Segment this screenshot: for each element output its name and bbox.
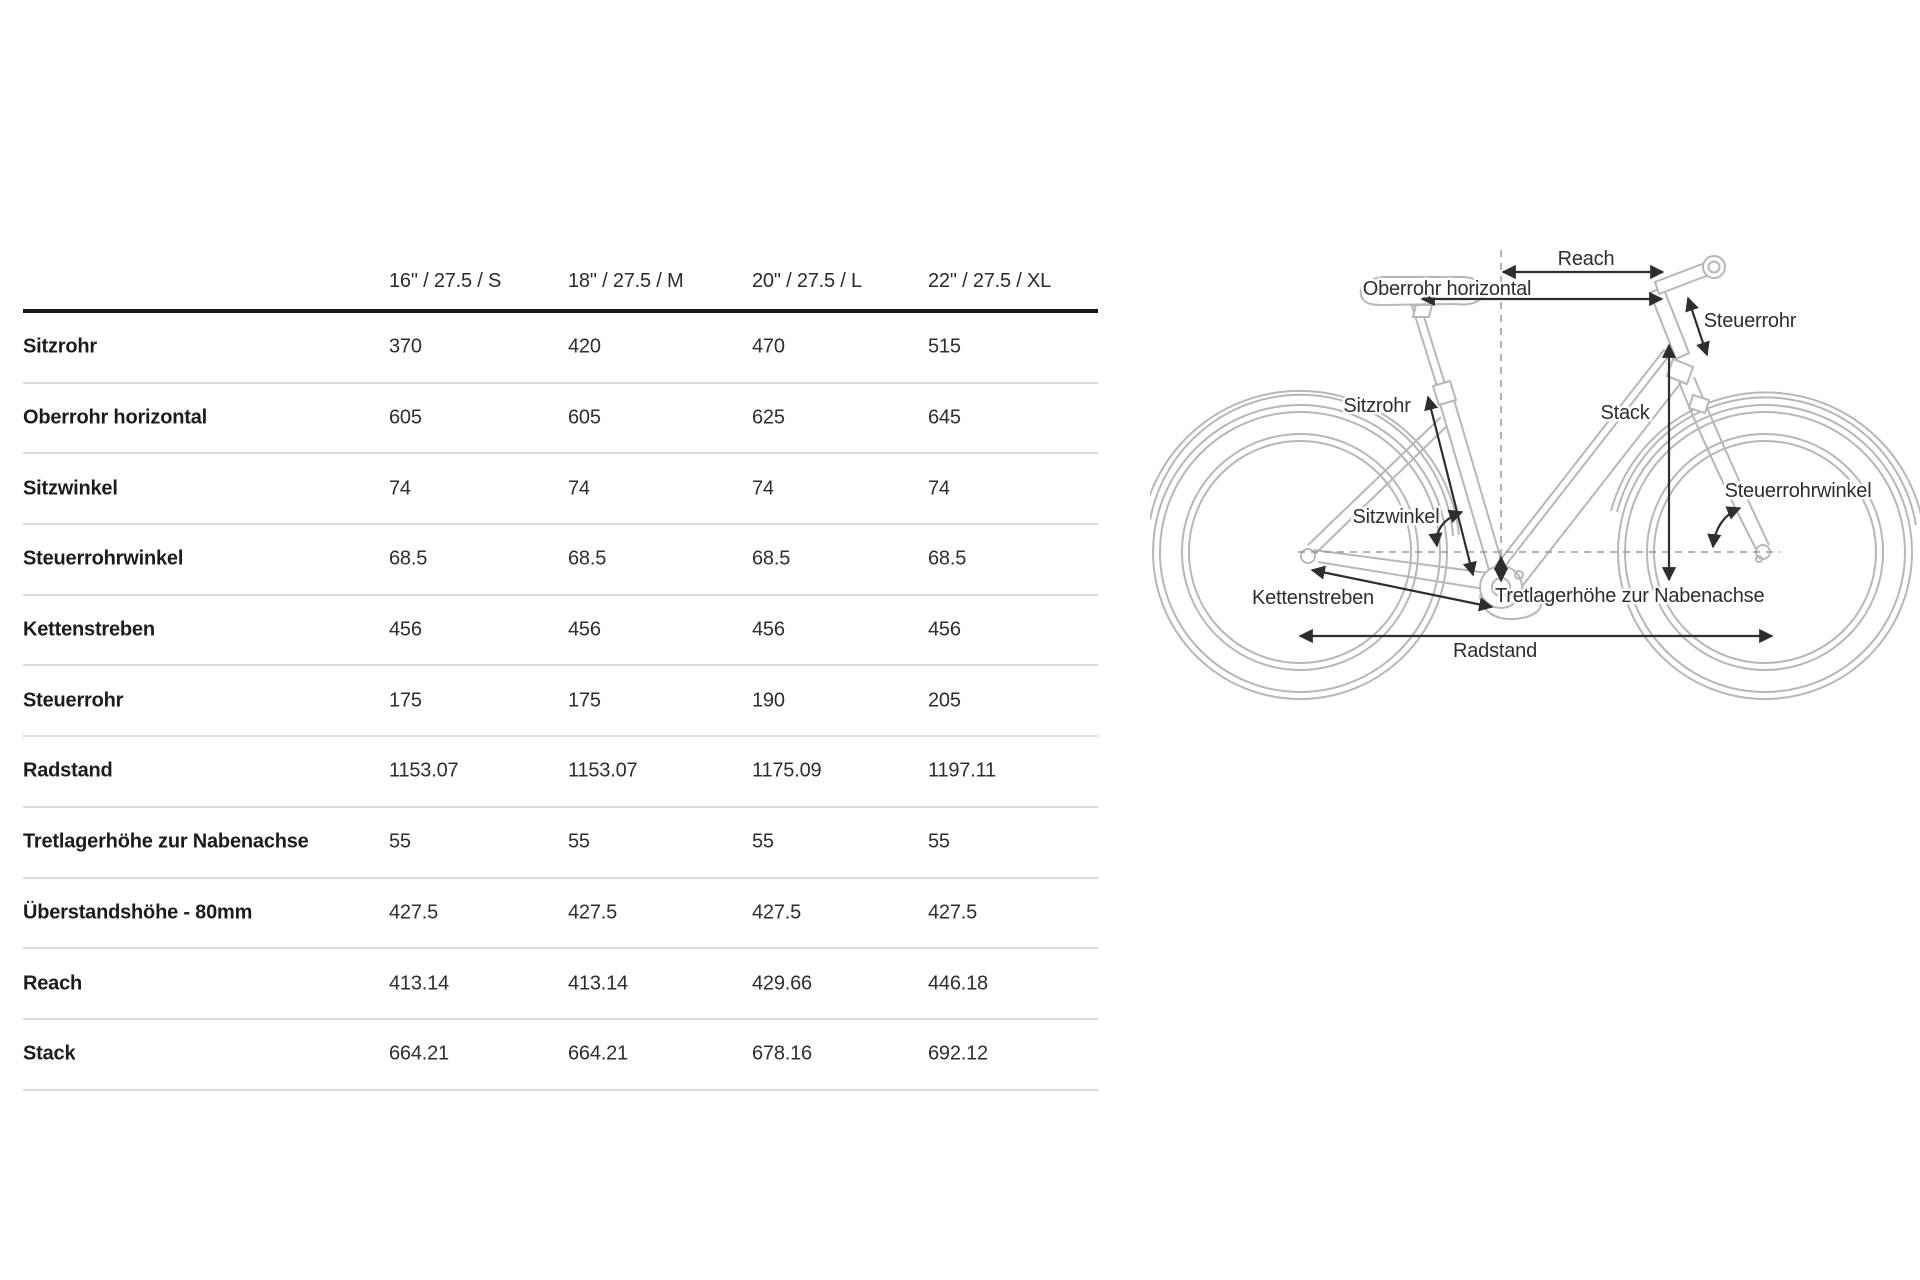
handlebar-grip — [1703, 256, 1725, 278]
sitzwinkel-label: Sitzwinkel — [1352, 506, 1440, 528]
chainstay — [1314, 550, 1488, 573]
dimension-arrows — [1300, 272, 1772, 636]
row-value: 55 — [928, 830, 950, 853]
geometry-table — [23, 248, 1098, 1091]
row-value: 413.14 — [568, 972, 628, 995]
kettenstreben-label: Kettenstreben — [1252, 587, 1374, 609]
table-row — [23, 313, 1098, 384]
row-value: 175 — [568, 689, 601, 712]
rear-dropout — [1301, 549, 1315, 563]
row-value: 74 — [568, 477, 590, 500]
steuerrohr-label: Steuerrohr — [1703, 310, 1797, 332]
row-value: 1197.11 — [928, 759, 996, 782]
saddle-rail-clamp — [1413, 305, 1432, 317]
row-value: 68.5 — [568, 547, 607, 570]
row-value: 456 — [752, 618, 785, 641]
row-value: 427.5 — [752, 901, 802, 924]
seatstay — [1315, 425, 1448, 554]
row-value: 55 — [389, 830, 411, 853]
size-header-s: 16" / 27.5 / S — [389, 270, 502, 292]
stack-label: Stack — [1600, 402, 1650, 424]
oberrohr-label: Oberrohr horizontal — [1362, 278, 1532, 300]
row-label: Steuerrohr — [23, 689, 124, 712]
table-row — [23, 737, 1098, 808]
row-value: 1175.09 — [752, 759, 822, 782]
steuerrohrwinkel-label: Steuerrohrwinkel — [1724, 480, 1872, 502]
row-label: Kettenstreben — [23, 618, 155, 641]
row-value: 456 — [568, 618, 601, 641]
steuerrohrwinkel-arc — [1713, 508, 1740, 547]
table-row — [23, 1020, 1098, 1091]
row-value: 664.21 — [568, 1042, 628, 1065]
row-value: 205 — [928, 689, 961, 712]
seat-clamp — [1433, 381, 1456, 405]
row-value: 456 — [928, 618, 961, 641]
table-row — [23, 596, 1098, 667]
front-dropout-hook — [1756, 556, 1762, 562]
row-value: 446.18 — [928, 972, 988, 995]
row-value: 429.66 — [752, 972, 812, 995]
reach-label: Reach — [1557, 248, 1615, 270]
row-value: 420 — [568, 335, 601, 358]
table-row — [23, 666, 1098, 737]
row-value: 1153.07 — [389, 759, 459, 782]
row-value: 74 — [752, 477, 774, 500]
row-label: Sitzrohr — [23, 335, 97, 358]
row-value: 55 — [752, 830, 774, 853]
row-value: 605 — [568, 406, 601, 429]
size-header-row — [23, 248, 1098, 313]
row-label: Oberrohr horizontal — [23, 406, 207, 429]
row-value: 427.5 — [389, 901, 439, 924]
row-value: 692.12 — [928, 1042, 988, 1065]
table-row — [23, 384, 1098, 455]
row-value: 55 — [568, 830, 590, 853]
table-row — [23, 454, 1098, 525]
row-label: Tretlagerhöhe zur Nabenachse — [23, 830, 309, 853]
table-row — [23, 525, 1098, 596]
row-value: 678.16 — [752, 1042, 812, 1065]
row-label: Steuerrohrwinkel — [23, 547, 184, 570]
tretlagerhoehe-label: Tretlagerhöhe zur Nabenachse — [1495, 585, 1765, 607]
row-value: 190 — [752, 689, 785, 712]
row-value: 664.21 — [389, 1042, 449, 1065]
row-label: Überstandshöhe - 80mm — [23, 901, 253, 924]
size-header-xl: 22" / 27.5 / XL — [928, 270, 1052, 292]
row-value: 470 — [752, 335, 785, 358]
row-value: 456 — [389, 618, 422, 641]
row-value: 68.5 — [928, 547, 967, 570]
row-value: 413.14 — [389, 972, 449, 995]
row-value: 1153.07 — [568, 759, 638, 782]
row-label: Sitzwinkel — [23, 477, 118, 500]
geometry-table-body — [23, 313, 1098, 1091]
row-label: Reach — [23, 972, 83, 995]
size-header-m: 18" / 27.5 / M — [568, 270, 684, 292]
sitzrohr-label: Sitzrohr — [1343, 395, 1411, 417]
size-header-l: 20" / 27.5 / L — [752, 270, 862, 292]
row-value: 427.5 — [928, 901, 978, 924]
row-value: 427.5 — [568, 901, 618, 924]
table-row — [23, 879, 1098, 950]
diagram-labels — [1252, 248, 1871, 662]
down-tube — [1494, 350, 1690, 589]
row-value: 74 — [928, 477, 950, 500]
radstand-label: Radstand — [1452, 640, 1538, 662]
row-value: 68.5 — [389, 547, 428, 570]
row-label: Radstand — [23, 759, 113, 782]
row-value: 370 — [389, 335, 422, 358]
row-value: 625 — [752, 406, 785, 429]
table-row — [23, 949, 1098, 1020]
bike-geometry-diagram — [1150, 220, 1920, 740]
row-value: 175 — [389, 689, 422, 712]
row-label: Stack — [23, 1042, 76, 1065]
battery-seam — [1502, 357, 1668, 570]
row-value: 74 — [389, 477, 411, 500]
row-value: 605 — [389, 406, 422, 429]
row-value: 515 — [928, 335, 961, 358]
row-value: 645 — [928, 406, 961, 429]
bike-line-art — [1150, 256, 1920, 699]
table-row — [23, 808, 1098, 879]
row-value: 68.5 — [752, 547, 791, 570]
